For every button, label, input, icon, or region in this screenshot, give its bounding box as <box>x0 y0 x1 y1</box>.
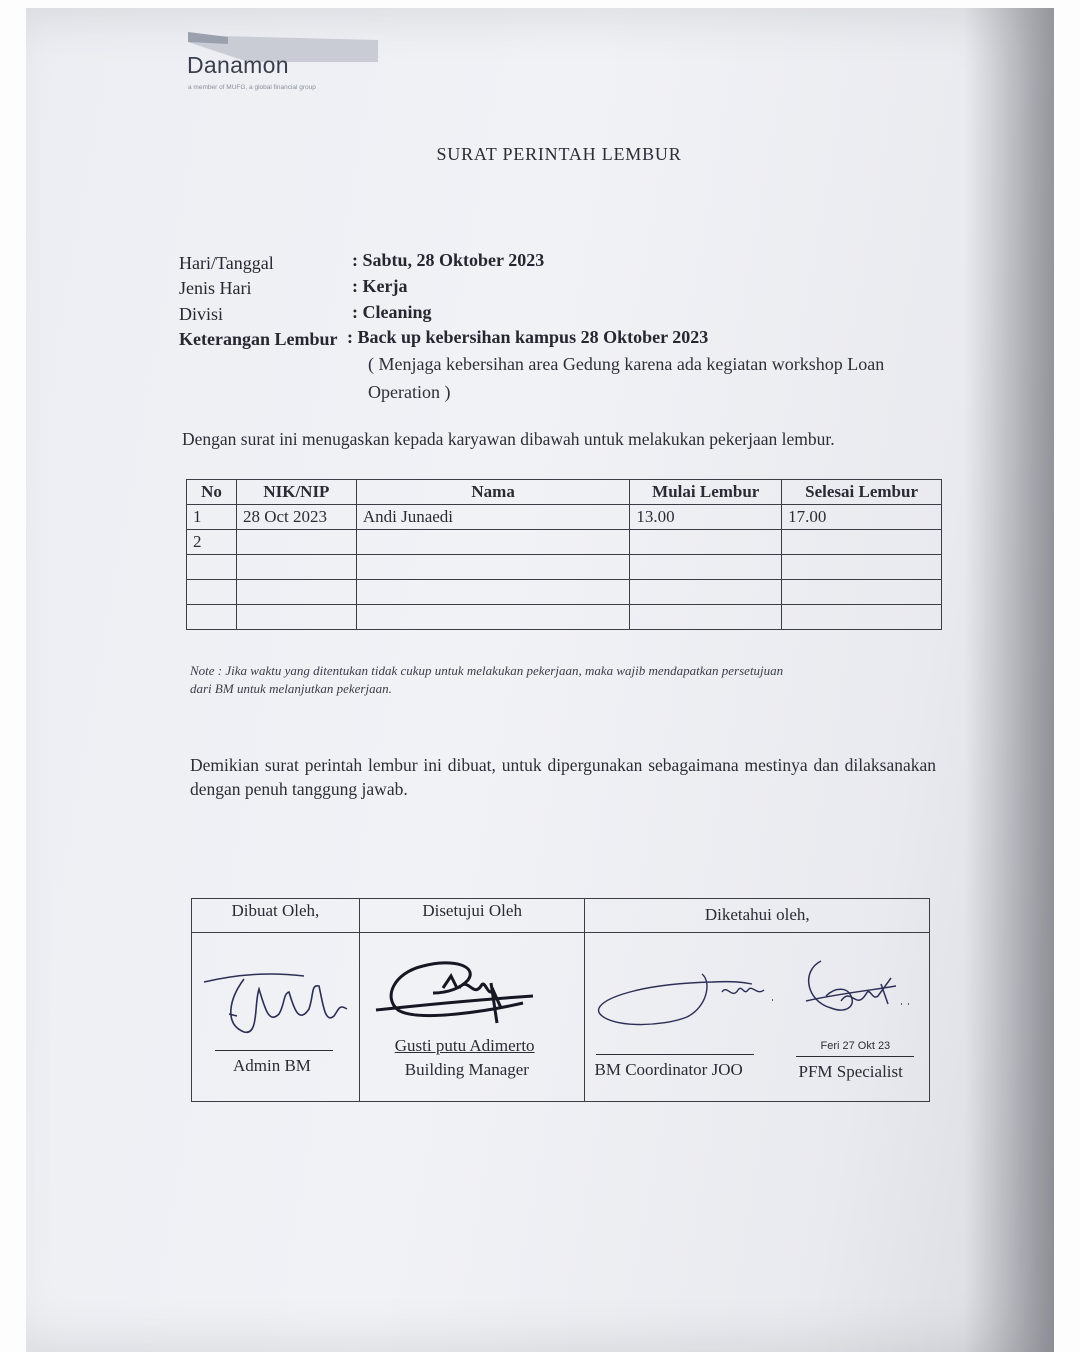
table-cell <box>782 580 942 605</box>
approved-by-label: Disetujui Oleh <box>359 899 585 933</box>
signature-specialist <box>796 956 916 1036</box>
table-cell <box>187 605 237 630</box>
admin-title: Admin BM <box>233 1056 311 1075</box>
info-label: Jenis Hari <box>179 278 252 298</box>
table-cell: 13.00 <box>630 505 782 530</box>
acknowledged-signature-cell <box>585 933 930 1102</box>
note-text <box>190 662 930 698</box>
table-row <box>187 505 942 530</box>
table-cell <box>630 580 782 605</box>
acknowledged-by-label: Diketahui oleh, <box>585 899 930 933</box>
info-value: : Sabtu, 28 Oktober 2023 <box>352 250 545 270</box>
table-cell: 17.00 <box>782 505 942 530</box>
table-header-row <box>187 480 942 505</box>
column-header: Selesai Lembur <box>782 480 942 505</box>
made-by-label: Dibuat Oleh, <box>192 899 360 933</box>
closing-text: Demikian surat perintah lembur ini dibuat, untuk dipergunakan sebagaimana mestinya dan dilaksanakan dengan penuh tanggung jawab. <box>190 755 936 799</box>
approver-name: Gusti putu Adimerto <box>394 1036 535 1055</box>
info-value: : Back up kebersihan kampus 28 Oktober 2023 <box>347 327 709 347</box>
signature-body-row <box>192 933 930 1102</box>
table-cell <box>187 555 237 580</box>
info-value: : Kerja <box>352 276 408 296</box>
table-cell <box>782 555 942 580</box>
table-row <box>187 555 942 580</box>
column-header: NIK/NIP <box>236 480 356 505</box>
specialist-date: Feri 27 Okt 23 <box>820 1040 891 1052</box>
description-line: Operation ) <box>368 382 451 402</box>
document-title: SURAT PERINTAH LEMBUR <box>436 144 682 164</box>
signature-line <box>596 1054 754 1055</box>
danamon-logo-text: Danamon <box>187 52 289 78</box>
overtime-table <box>186 479 942 630</box>
signature-line <box>215 1050 333 1051</box>
info-value: : Cleaning <box>352 302 432 322</box>
info-label: Keterangan Lembur <box>179 329 338 349</box>
approver-signature-cell <box>359 933 585 1102</box>
note-line: dari BM untuk melanjutkan pekerjaan. <box>190 681 392 696</box>
table-cell <box>236 555 356 580</box>
column-header: Nama <box>356 480 630 505</box>
table-cell <box>782 605 942 630</box>
signature-admin <box>199 954 349 1044</box>
info-label: Divisi <box>179 304 224 324</box>
info-label: Hari/Tanggal <box>179 253 274 273</box>
description-line: ( Menjaga kebersihan area Gedung karena ada kegiatan workshop Loan <box>368 354 885 374</box>
table-cell <box>236 605 356 630</box>
overtime-description <box>368 350 953 406</box>
signature-approver <box>373 948 538 1038</box>
table-cell: 1 <box>187 505 237 530</box>
table-cell <box>236 530 356 555</box>
column-header: No <box>187 480 237 505</box>
table-row <box>187 580 942 605</box>
coordinator-title: BM Coordinator JOO <box>594 1060 743 1079</box>
table-cell <box>630 605 782 630</box>
table-row <box>187 530 942 555</box>
page-shadow <box>964 8 1054 1352</box>
table-cell <box>782 530 942 555</box>
table-cell <box>236 580 356 605</box>
table-cell <box>356 580 630 605</box>
table-cell: Andi Junaedi <box>356 505 630 530</box>
table-cell: 28 Oct 2023 <box>236 505 356 530</box>
note-line: Note : Jika waktu yang ditentukan tidak cukup untuk melakukan pekerjaan, maka wajib mendapatkan persetujuan <box>190 663 784 678</box>
approver-title: Building Manager <box>404 1060 529 1079</box>
table-cell <box>356 555 630 580</box>
table-cell <box>630 555 782 580</box>
table-row <box>187 605 942 630</box>
signature-table <box>191 898 930 1102</box>
admin-signature-cell <box>192 933 360 1102</box>
logo-tagline: a member of MUFG, a global financial group <box>188 84 316 91</box>
column-header: Mulai Lembur <box>630 480 782 505</box>
signature-line <box>796 1056 914 1057</box>
signature-header-row <box>192 899 930 933</box>
table-cell <box>356 605 630 630</box>
table-cell <box>356 530 630 555</box>
intro-text: Dengan surat ini menugaskan kepada karyawan dibawah untuk melakukan pekerjaan lembur. <box>182 429 835 449</box>
table-cell: 2 <box>187 530 237 555</box>
table-cell <box>630 530 782 555</box>
specialist-title: PFM Specialist <box>798 1062 903 1081</box>
signature-coordinator <box>592 962 782 1032</box>
table-cell <box>187 580 237 605</box>
